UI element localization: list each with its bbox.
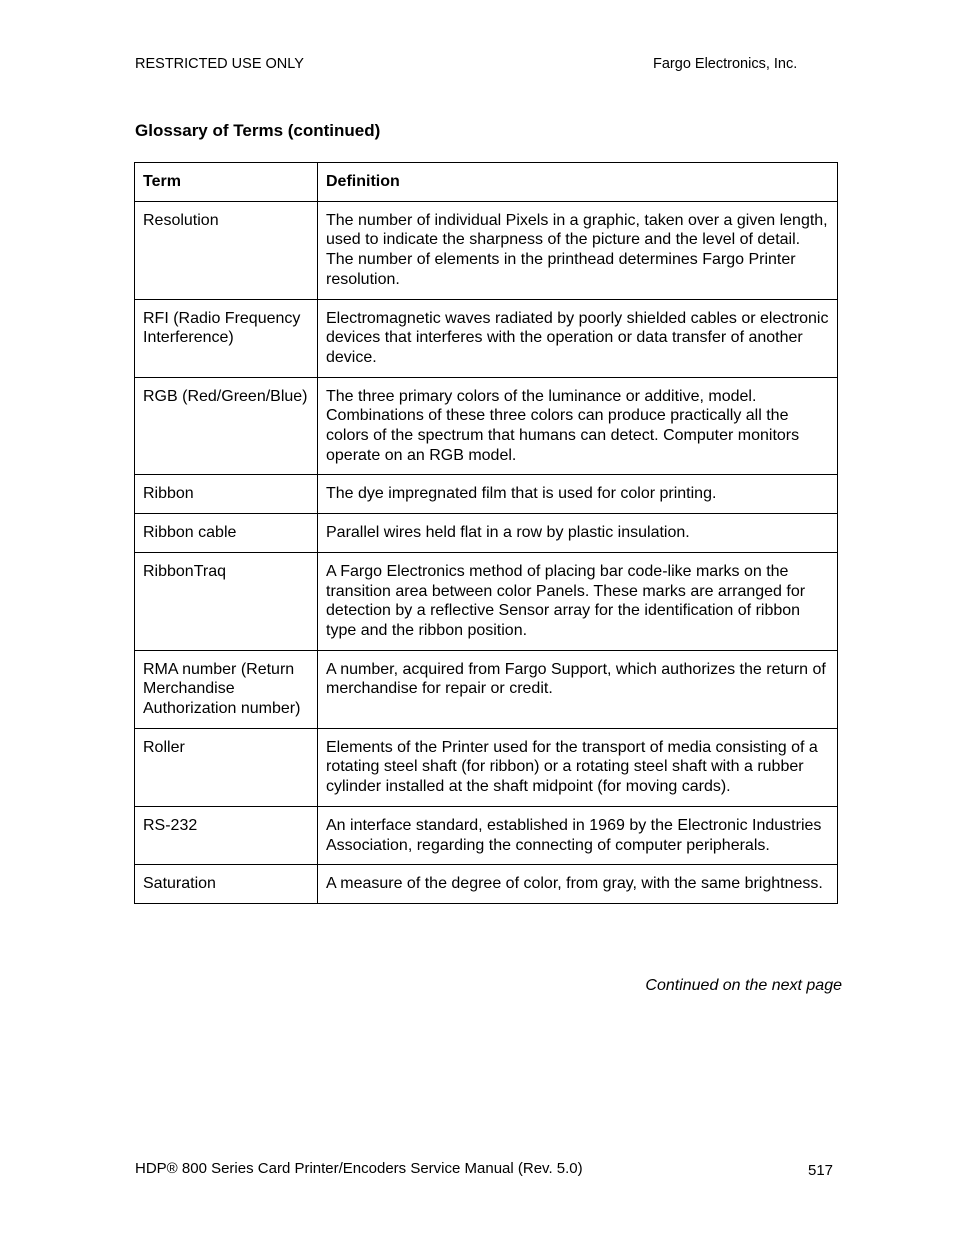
- term-cell: RibbonTraq: [135, 552, 318, 650]
- table-row: [135, 728, 838, 806]
- definition-cell: A measure of the degree of color, from gray, with the same brightness.: [318, 865, 838, 904]
- term-cell: RFI (Radio Frequency Interference): [135, 299, 318, 377]
- definition-cell: Elements of the Printer used for the transport of media consisting of a rotating steel shaft (for ribbon) or a rotating steel shaft with a rubber cylinder installed at the shaft midpoint (for moving cards).: [318, 728, 838, 806]
- header-right-text: Fargo Electronics, Inc.: [653, 56, 798, 72]
- definition-cell: Electromagnetic waves radiated by poorly shielded cables or electronic devices that interferes with the operation or data transfer of another device.: [318, 299, 838, 377]
- term-cell: Roller: [135, 728, 318, 806]
- term-cell: RS-232: [135, 806, 318, 864]
- table-row: [135, 201, 838, 299]
- definition-cell: The dye impregnated film that is used for color printing.: [318, 475, 838, 514]
- definition-cell: The number of individual Pixels in a graphic, taken over a given length, used to indicate the sharpness of the picture and the level of detail. The number of elements in the printhead determines Fargo Printer resolution.: [318, 201, 838, 299]
- term-cell: Resolution: [135, 201, 318, 299]
- definition-cell: An interface standard, established in 1969 by the Electronic Industries Association, regarding the connecting of computer peripherals.: [318, 806, 838, 864]
- glossary-table: [134, 162, 838, 904]
- term-cell: Ribbon cable: [135, 514, 318, 553]
- definition-cell: Parallel wires held flat in a row by plastic insulation.: [318, 514, 838, 553]
- table-row: [135, 475, 838, 514]
- continued-note: Continued on the next page: [645, 977, 842, 994]
- table-row: [135, 299, 838, 377]
- table-row: [135, 377, 838, 475]
- table-row: [135, 552, 838, 650]
- column-header-definition: Definition: [318, 163, 838, 202]
- term-cell: RMA number (Return Merchandise Authorization number): [135, 650, 318, 728]
- definition-cell: A Fargo Electronics method of placing bar code-like marks on the transition area between color Panels. These marks are arranged for detection by a reflective Sensor array for the identification of ribbon type and the ribbon position.: [318, 552, 838, 650]
- term-cell: Saturation: [135, 865, 318, 904]
- table-row: [135, 650, 838, 728]
- term-cell: RGB (Red/Green/Blue): [135, 377, 318, 475]
- page-number: 517: [808, 1162, 834, 1179]
- column-header-term: Term: [135, 163, 318, 202]
- footer-manual-title: HDP® 800 Series Card Printer/Encoders Service Manual (Rev. 5.0): [135, 1160, 583, 1177]
- table-row: [135, 806, 838, 864]
- term-cell: Ribbon: [135, 475, 318, 514]
- definition-cell: A number, acquired from Fargo Support, which authorizes the return of merchandise for repair or credit.: [318, 650, 838, 728]
- table-row: [135, 865, 838, 904]
- table-row: [135, 514, 838, 553]
- table-header-row: [135, 163, 838, 202]
- header-left-text: RESTRICTED USE ONLY: [135, 56, 304, 72]
- section-title: Glossary of Terms (continued): [135, 121, 381, 140]
- definition-cell: The three primary colors of the luminance or additive, model. Combinations of these three colors can produce practically all the colors of the spectrum that humans can detect. Computer monitors operate on an RGB model.: [318, 377, 838, 475]
